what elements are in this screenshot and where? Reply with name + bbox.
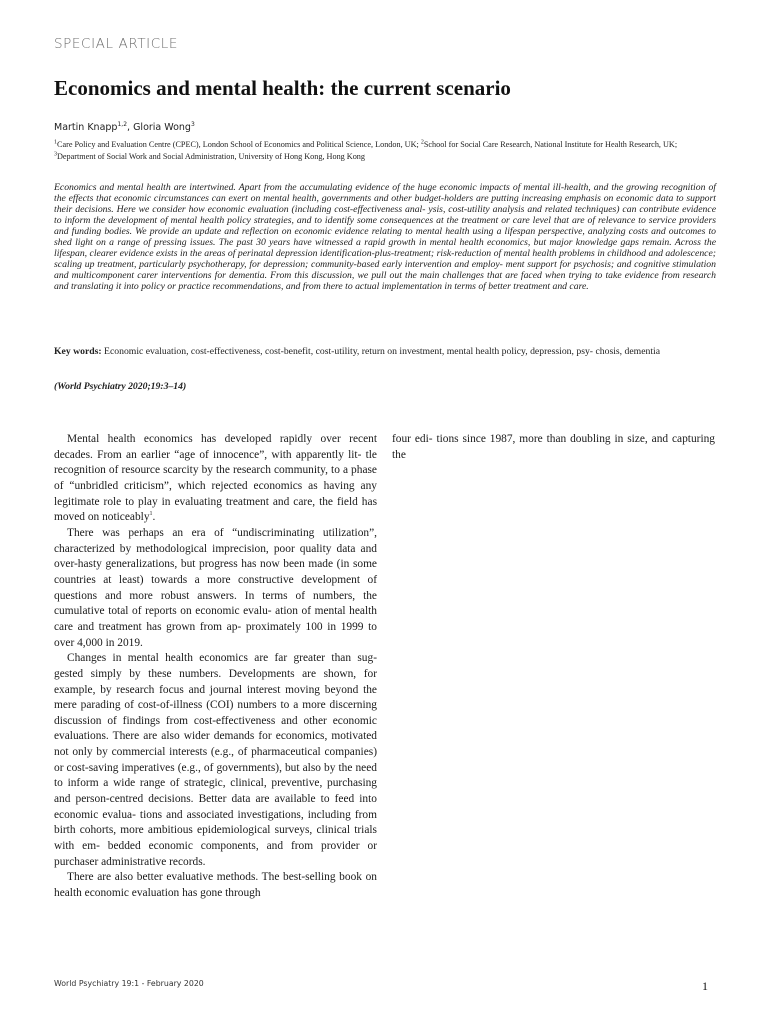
reference-marker: 1 [149, 511, 153, 518]
page-number: 1 [702, 979, 708, 993]
affiliation-marker: 2 [420, 139, 424, 146]
body-column-left [54, 432, 377, 902]
keywords-text: Economic evaluation, cost-effectiveness, cost-benefit, cost-utility, return on investment, mental health policy, depression, psy- chosis, dementia [101, 346, 661, 357]
body-paragraph: There was perhaps an era of “undiscriminating utilization”, characterized by methodological imprecision, poor quality data and over-hasty generalizations, but progress has now been made (in some countries at least) towards a more constructive development of questions and more robust answers. In terms of numbers, the cumulative total of reports on economic evalu- ation of mental health care and treatment has grown from ap- proximately 100 in 1999 to over 4,000 in 2019. [54, 526, 377, 649]
paragraph-text: Mental health economics has developed rapidly over recent decades. From an earlier “age of innocence”, with apparently lit- tle recognition of resource scarcity by the research community, to a phase of “unbridled criticism”, which rejected economics as having any legitimate role to play in evaluating treatment and care, the field has moved on noticeably [54, 433, 377, 524]
affiliations [54, 139, 724, 163]
affiliation-marker: 3 [54, 151, 57, 158]
affiliation-text: School for Social Care Research, National Institute for Health Research, UK; [423, 140, 678, 149]
body-paragraph: Changes in mental health economics are far greater than sug- gested simply by these numbers. Developments are shown, for example, by research focus and journal interest moving beyond the mere parading of cost-of-illness (COI) numbers to a more discerning discussion of findings from cost-effectiveness and other economic evaluations. There are also wider demands for economics, motivated not only by commercial interests (e.g., of pharmaceutical companies) or cost-saving imperatives (e.g., of governments), but also by the need to inform a wide range of strategic, clinical, preventive, purchasing and person-centred decisions. Better data are available to feed into economic evalua- tions and associated investigations, including from birth cohorts, more ambitious epidemiological surveys, clinical trials with em- bedded economic components, and from provider or purchaser administrative records. [54, 652, 377, 868]
affiliation-text: Department of Social Work and Social Administration, University of Hong Kong, Hong Kong [57, 152, 365, 162]
body-paragraph: four edi- tions since 1987, more than doubling in size, and capturing the [392, 433, 715, 461]
affiliation-marker: 1,2 [117, 120, 128, 128]
paragraph-text: . [152, 511, 156, 524]
citation: (World Psychiatry 2020;19:3–14) [54, 381, 187, 392]
author-list: Martin Knapp$^{1,2}$, Gloria Wong$^3$ [54, 120, 195, 133]
abstract: Economics and mental health are intertwined. Apart from the accumulating evidence of the huge economic impacts of mental ill-health, and the growing recognition of the effects that economic circumstances can exert on mental health, governments and other budget-holders are putting increasing emphasis on economic data to support their decisions. Here we consider how economic evaluation (including cost-effectiveness anal- ysis, cost-utility analysis and related techniques) can contribute evidence to inform the development of mental health policy strategies, and to identify some consequences at the treatment or care level that are of relevance to service providers and funding bodies. We provide an update and reflection on economic evidence relating to mental health using a lifespan perspective, analyzing costs and outcomes to shed light on a range of pressing issues. The past 30 years have witnessed a rapid growth in mental health economics, but major knowledge gaps remain. Across the lifespan, clearer evidence exists in the areas of perinatal depression identification-plus-treatment; risk-reduction of mental health problems in childhood and adolescence; scaling up treatment, particularly psychotherapy, for depression; community-based early intervention and employ- ment support for psychosis; and cognitive stimulation and multicomponent carer interventions for dementia. From this discussion, we pull out the main challenges that are faced when trying to take evidence from research and translating it into policy or practice recommendations, and from there to actual implementation in terms of better treatment and care. [54, 182, 716, 292]
keywords [54, 346, 716, 358]
footer-journal: World Psychiatry 19:1 - February 2020 [54, 979, 204, 988]
affiliation-marker: 3 [190, 120, 195, 128]
body-paragraph [54, 432, 377, 526]
author-name: Gloria Wong [133, 122, 191, 133]
affiliation-text: Care Policy and Evaluation Centre (CPEC), London School of Economics and Political Science, London, UK; [57, 140, 421, 149]
author-name: Martin Knapp [54, 122, 118, 133]
section-label: SPECIAL ARTICLE [54, 36, 179, 52]
affiliation-marker: 1 [54, 139, 57, 146]
keywords-label: Key words: [54, 346, 102, 357]
article-title: Economics and mental health: the current scenario [54, 76, 511, 100]
body-paragraph: There are also better evaluative methods. The best-selling book on health economic evaluation has gone through [54, 871, 377, 900]
body-column-right [392, 432, 715, 463]
